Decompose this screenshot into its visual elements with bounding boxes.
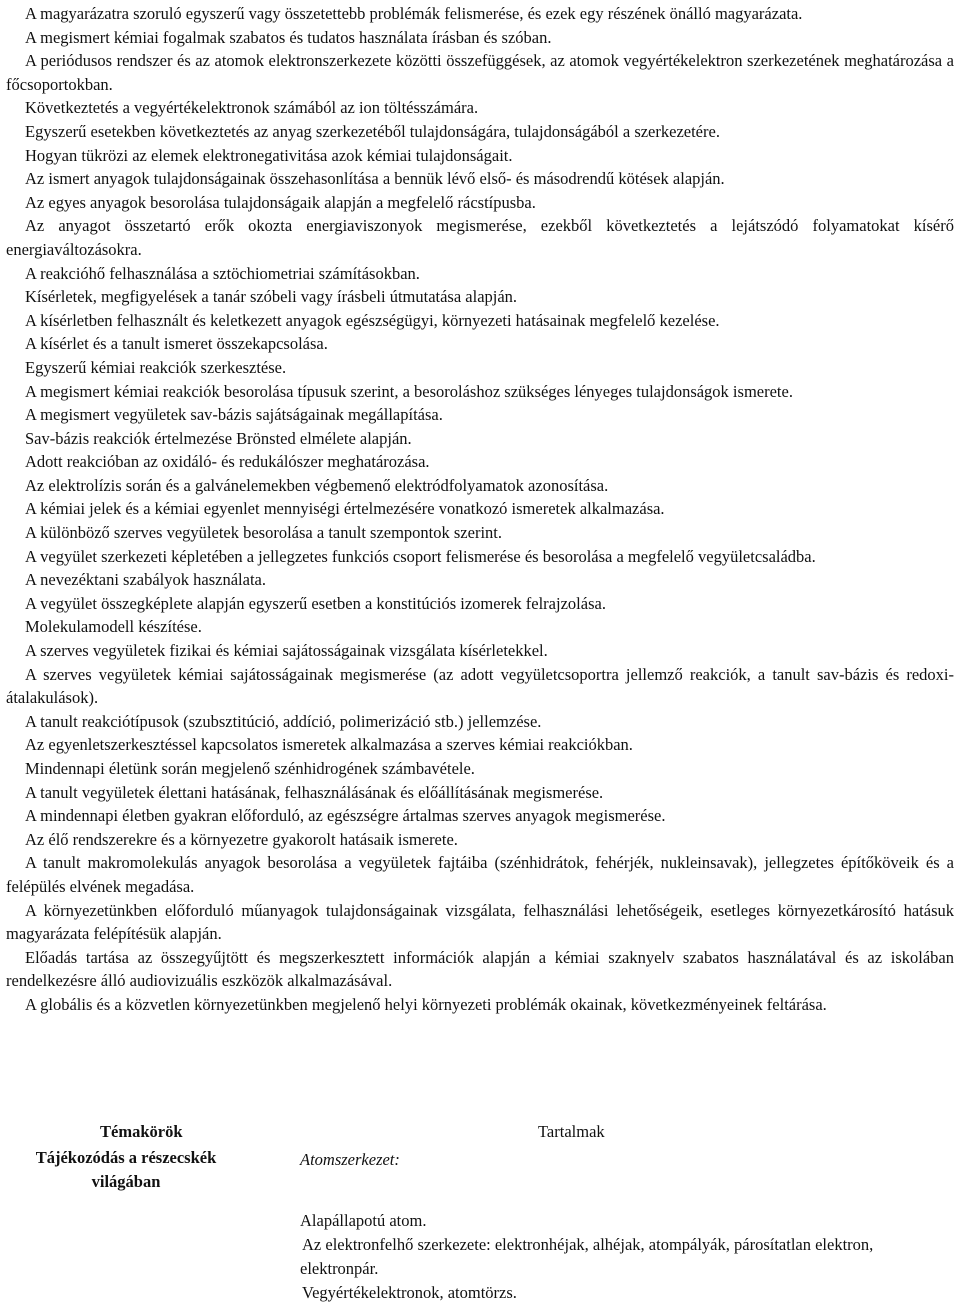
paragraph: Egyszerű kémiai reakciók szerkesztése.	[25, 357, 287, 377]
paragraph: A mindennapi életben gyakran előforduló, az egészségre ártalmas szerves anyagok megismerése.	[25, 806, 666, 826]
spacer	[300, 1172, 940, 1209]
content-item: Vegyértékelektronok, atomtörzs.	[302, 1283, 517, 1302]
paragraph: A megismert vegyületek sav-bázis sajátságainak megállapítása.	[25, 405, 443, 425]
paragraph: A szerves vegyületek fizikai és kémiai sajátosságainak vizsgálata kísérletekkel.	[25, 641, 548, 661]
paragraph: Előadás tartása az összegyűjtött és megszerkesztett információk alapján a kémiai szaknyelv szabatos használatával és az iskolában rendelkezésre álló audiovizuális eszközök alkalmazásával.	[6, 947, 954, 991]
paragraph: Az elektrolízis során és a galvánelemekben végbemenő elektródfolyamatok azonosítása.	[25, 475, 609, 495]
paragraph: A szerves vegyületek kémiai sajátosságainak megismerése (az adott vegyületcsoportra jellemző reakciók, a tanult sav-bázis és redoxi-átalakulások).	[6, 664, 954, 708]
paragraph: A kísérlet és a tanult ismeret összekapcsolása.	[25, 334, 328, 354]
paragraph: Molekulamodell készítése.	[25, 617, 202, 637]
paragraph: A reakcióhő felhasználása a sztöchiometriai számításokban.	[25, 263, 420, 283]
paragraph: Hogyan tükrözi az elemek elektronegativitása azok kémiai tulajdonságait.	[25, 145, 513, 165]
paragraph: A globális és a közvetlen környezetünkben megjelenő helyi környezeti problémák okainak, következményeinek feltárása.	[25, 994, 827, 1014]
paragraph: A vegyület szerkezeti képletében a jellegzetes funkciós csoport felismerése és besorolása a megfelelő vegyületcsaládba.	[25, 546, 816, 566]
paragraph: A vegyület összegképlete alapján egyszerű esetben a konstitúciós izomerek felrajzolása.	[25, 593, 606, 613]
topics-column-heading: Témakörök	[100, 1122, 183, 1141]
paragraph: A környezetünkben előforduló műanyagok tulajdonságainak vizsgálata, felhasználási lehetőségeik, esetleges környezetkárosító hatásuk magyarázata felépítésük alapján.	[6, 900, 954, 944]
paragraph: Sav-bázis reakciók értelmezése Brönsted elmélete alapján.	[25, 428, 412, 448]
paragraph: Egyszerű esetekben következtetés az anyag szerkezetéből tulajdonságára, tulajdonságából a szerkezetére.	[25, 121, 720, 141]
paragraph: Mindennapi életünk során megjelenő szénhidrogének számbavétele.	[25, 759, 475, 778]
paragraph: Kísérletek, megfigyelések a tanár szóbeli vagy írásbeli útmutatása alapján.	[25, 287, 518, 307]
content-subheading: Atomszerkezet:	[300, 1150, 400, 1169]
paragraph: Az ismert anyagok tulajdonságainak összehasonlítása a bennük lévő első- és másodrendű kötések alapján.	[25, 169, 725, 189]
paragraph: A kísérletben felhasznált és keletkezett anyagok egészségügyi, környezeti hatásainak megfelelő kezelése.	[25, 310, 720, 330]
paragraph: Következtetés a vegyértékelektronok számából az ion töltésszámára.	[25, 98, 479, 118]
topics-table	[0, 1120, 960, 1300]
paragraph: A megismert kémiai fogalmak szabatos és tudatos használata írásban és szóban.	[25, 27, 552, 47]
contents-block	[300, 1148, 940, 1305]
paragraph: Az anyagot összetartó erők okozta energiaviszonyok megismerése, ezekből következtetés a lejátszódó folyamatokat kísérő energiaváltozásokra.	[6, 216, 954, 259]
content-item: Az elektronfelhő szerkezete: elektronhéjak, alhéjak, atompályák, párosítatlan elektron, elektronpár.	[300, 1235, 874, 1278]
paragraph: A nevezéktani szabályok használata.	[25, 570, 266, 590]
topic-title: Tájékozódás a részecskék világában	[35, 1148, 217, 1191]
paragraph: A periódusos rendszer és az atomok elektronszerkezete közötti összefüggések, az atomok vegyértékelektron szerkezetének meghatározása a főcsoportokban.	[6, 51, 954, 94]
paragraph: A megismert kémiai reakciók besorolása típusuk szerint, a besoroláshoz szükséges lényeges tulajdonságok ismerete.	[25, 381, 793, 401]
paragraph: A tanult makromolekulás anyagok besorolása a vegyületek fajtáiba (szénhidrátok, fehérjék, nukleinsavak), jellegzetes építőköveik és a felépülés elvének megadása.	[6, 853, 954, 896]
paragraph: A tanult reakciótípusok (szubsztitúció, addíció, polimerizáció stb.) jellemzése.	[25, 711, 542, 731]
paragraph: Az egyenletszerkesztéssel kapcsolatos ismeretek alkalmazása a szerves kémiai reakciókban.	[25, 735, 633, 755]
paragraph: Adott reakcióban az oxidáló- és redukálószer meghatározása.	[25, 452, 430, 472]
content-item: Alapállapotú atom.	[300, 1211, 427, 1230]
paragraph: A magyarázatra szoruló egyszerű vagy összetettebb problémák felismerése, és ezek egy részének önálló magyarázata.	[25, 4, 803, 23]
paragraph: A kémiai jelek és a kémiai egyenlet mennyiségi értelmezésére vonatkozó ismeretek alkalmazása.	[25, 499, 665, 519]
paragraph: A különböző szerves vegyületek besorolása a tanult szempontok szerint.	[25, 523, 502, 543]
paragraph: Az élő rendszerekre és a környezetre gyakorolt hatásaik ismerete.	[25, 829, 458, 849]
requirements-text	[6, 0, 954, 1017]
contents-column-heading: Tartalmak	[538, 1122, 605, 1141]
paragraph: Az egyes anyagok besorolása tulajdonságaik alapján a megfelelő rácstípusba.	[25, 192, 536, 212]
paragraph: A tanult vegyületek élettani hatásának, felhasználásának és előállításának megismerése.	[25, 782, 604, 802]
